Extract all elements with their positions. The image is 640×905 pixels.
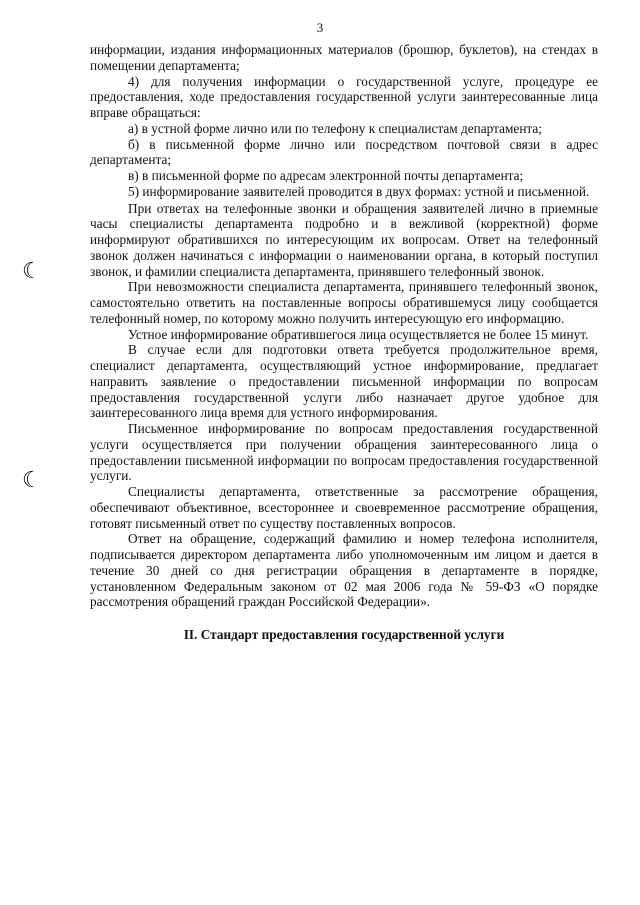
- paragraph: В случае если для подготовки ответа требуется продолжительное время, специалист департамента, осуществляющий устное информирование, предлагает направить заявление о предоставлении письменной информации по вопросам предоставления государственной услуги либо назначает другое удобное для заинтересованного лица время для устного информирования.: [90, 342, 598, 421]
- section-heading: II. Стандарт предоставления государственной услуги: [183, 627, 505, 642]
- paragraph: 5) информирование заявителей проводится в двух формах: устной и письменной.: [128, 183, 590, 199]
- paragraph: б) в письменной форме лично или посредством почтовой связи в адрес департамента;: [90, 136, 598, 168]
- binder-hole-mark: ☾: [22, 259, 42, 284]
- paragraph: в) в письменной форме по адресам электронной почты департамента;: [128, 168, 524, 183]
- paragraph: Письменное информирование по вопросам предоставления государственной услуги осуществляется при получении обращения заинтересованного лица о предоставлении письменной информации по вопросам предоставления государственной услуги.: [90, 421, 598, 484]
- paragraph: информации, издания информационных материалов (брошюр, буклетов), на стендах в помещении департамента;: [90, 42, 598, 73]
- paragraph: 4) для получения информации о государственной услуге, процедуре ее предоставления, ходе предоставления государственной услуги заинтересованные лица вправе обращаться:: [90, 73, 598, 120]
- page-number: 3: [316, 20, 324, 35]
- paragraph: Ответ на обращение, содержащий фамилию и номер телефона исполнителя, подписывается директором департамента либо уполномоченным им лицом и дается в течение 30 дней со дня регистрации обращения в департаменте в порядке, установленном Федеральным законом от 02 мая 2006 года № 59-ФЗ «О порядке рассмотрения обращений граждан Российской Федерации».: [90, 531, 598, 610]
- paragraph: При ответах на телефонные звонки и обращения заявителей лично в приемные часы специалисты департамента подробно и в вежливой (корректной) форме информируют обратившихся по интересующим их вопросам. Ответ на телефонный звонок должен начинаться с информации о наименовании органа, в который поступил звонок, и фамилии специалиста департамента, принявшего телефонный звонок.: [90, 200, 598, 279]
- paragraph: Устное информирование обратившегося лица осуществляется не более 15 минут.: [128, 326, 589, 342]
- paragraph: а) в устной форме лично или по телефону к специалистам департамента;: [128, 120, 543, 136]
- binder-hole-mark: ☾: [22, 468, 42, 493]
- document-body: [90, 42, 598, 643]
- paragraph: При невозможности специалиста департамента, принявшего телефонный звонок, самостоятельно ответить на поставленные вопросы обратившемуся лицу сообщается телефонный номер, по которому можно получить интересующую его информацию.: [90, 279, 598, 326]
- paragraph: Специалисты департамента, ответственные за рассмотрение обращения, обеспечивают объективное, всестороннее и своевременное рассмотрение обращения, готовят письменный ответ по существу поставленных вопросов.: [90, 484, 598, 531]
